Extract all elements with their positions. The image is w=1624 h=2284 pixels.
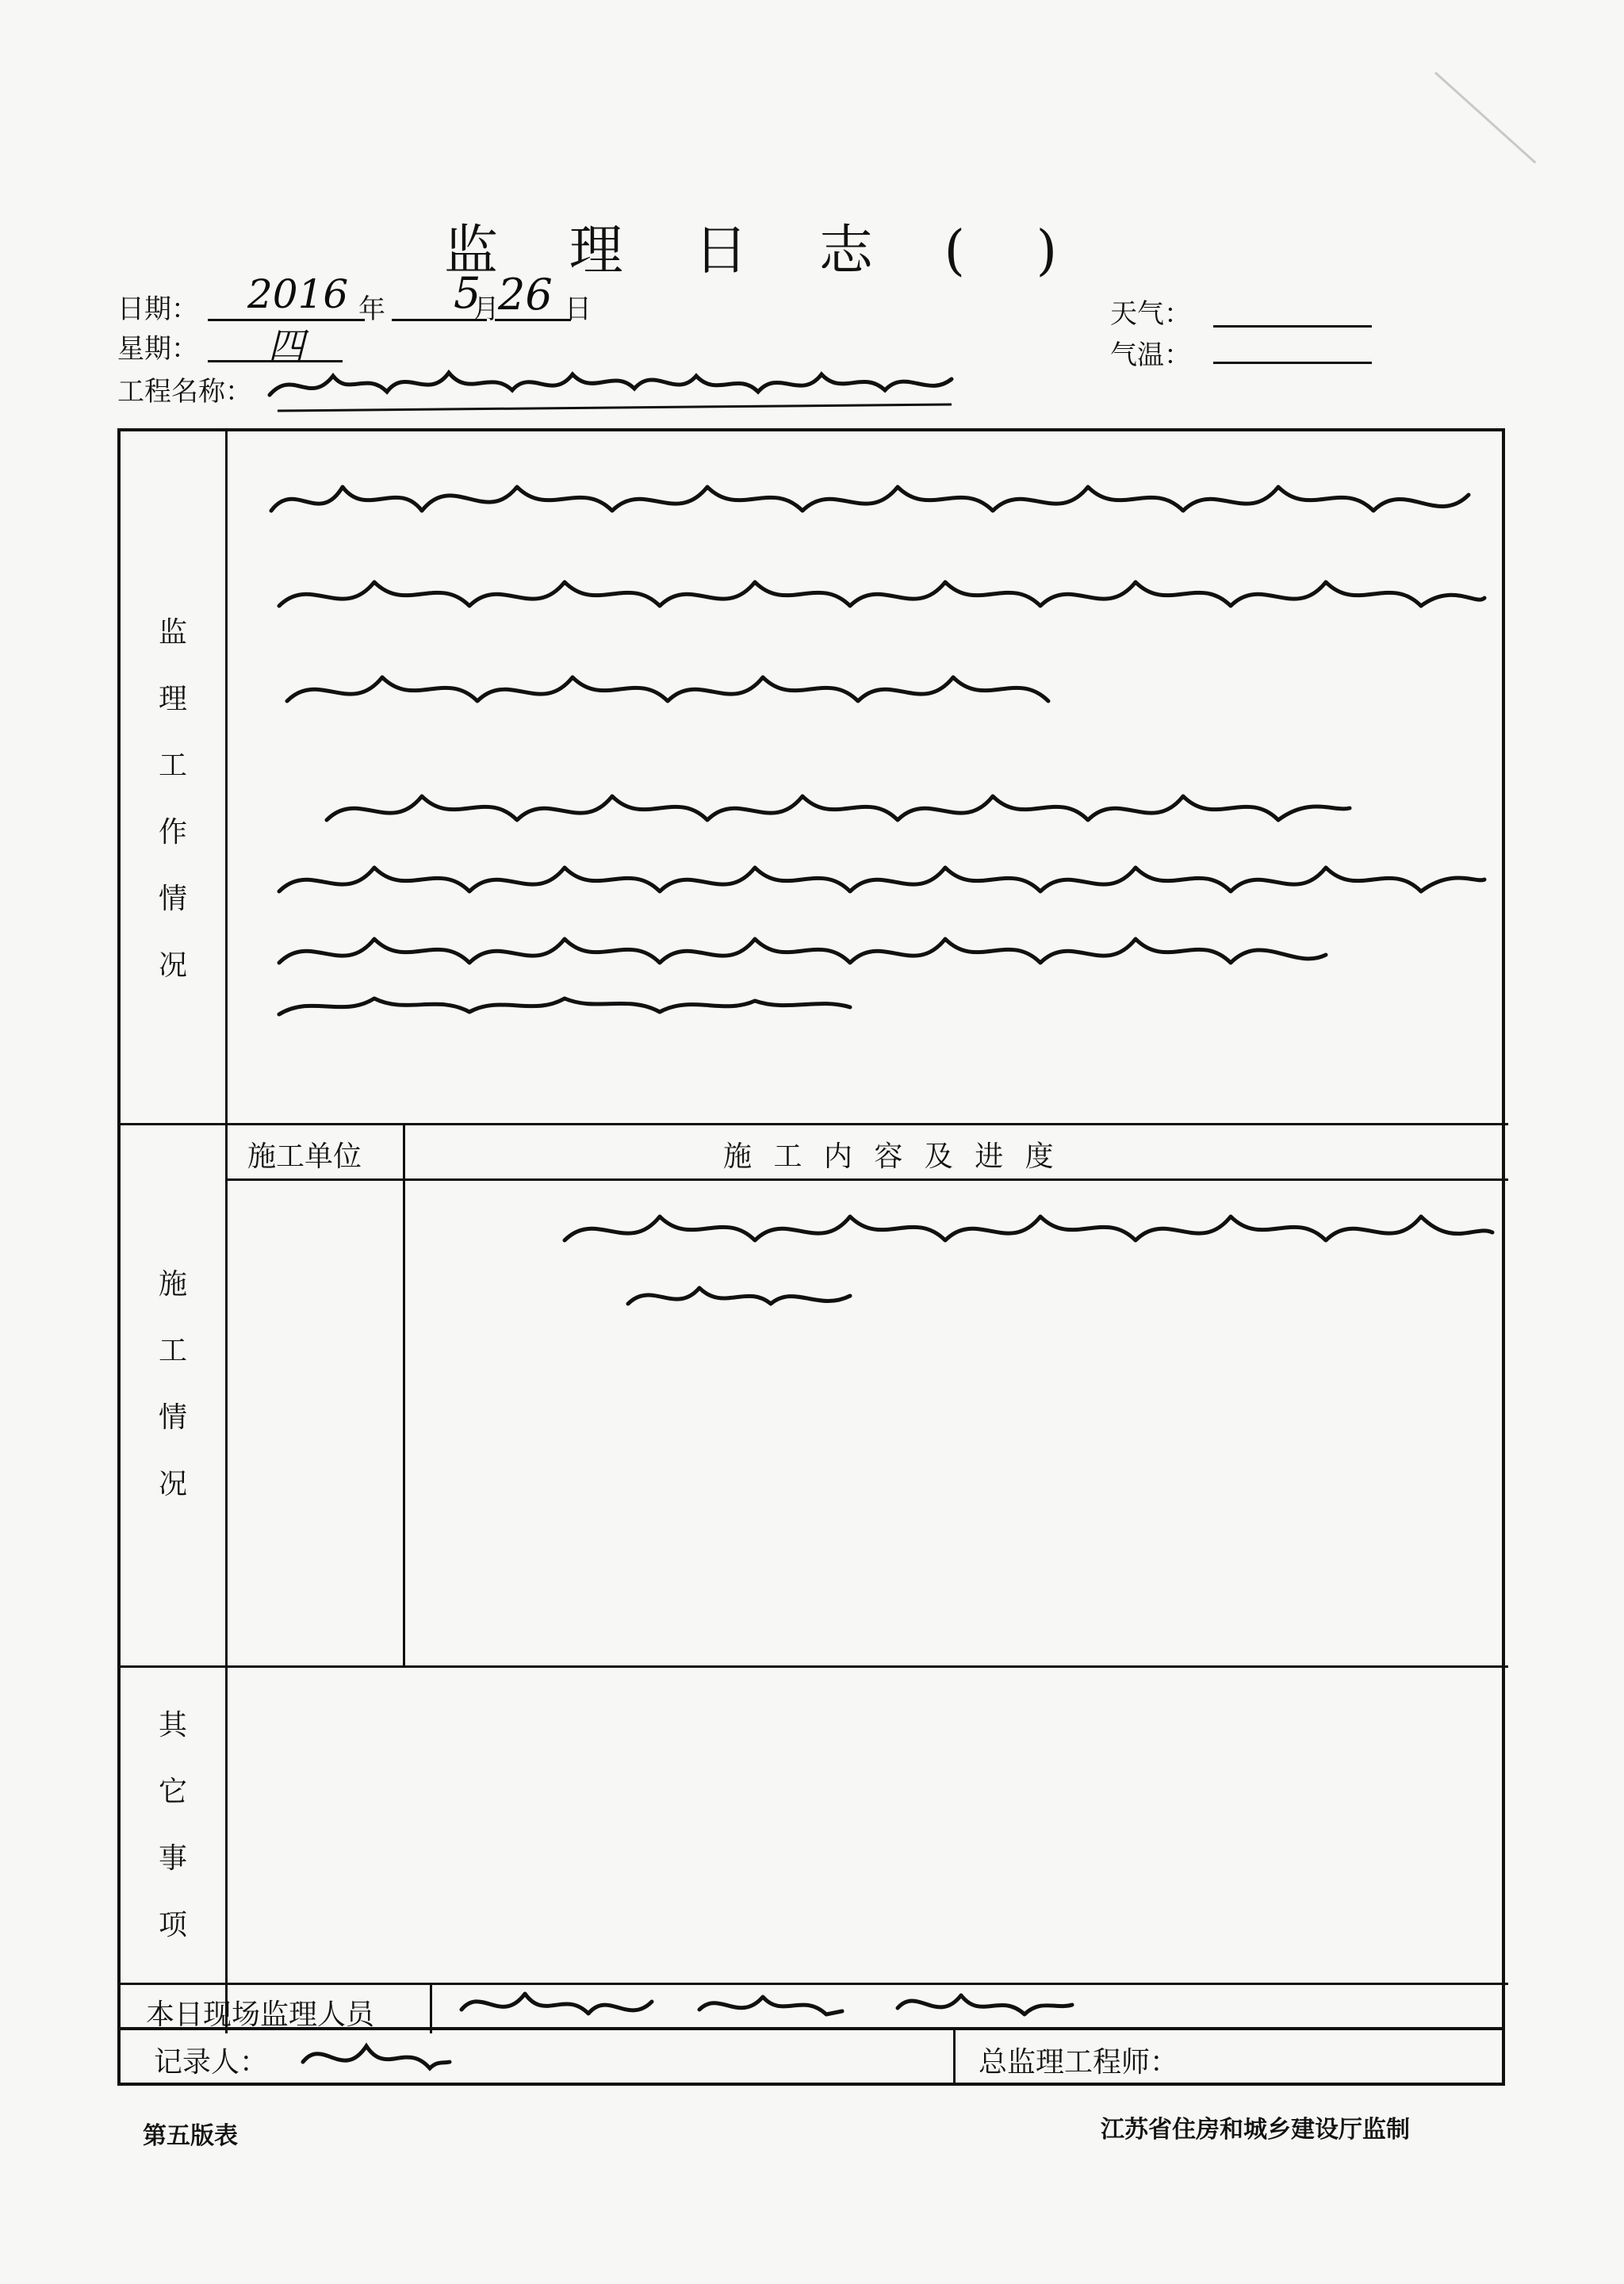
supervision-handwriting xyxy=(263,447,1492,1018)
construction-progress-handwriting xyxy=(438,1185,1500,1328)
weekday-value: 四 xyxy=(268,324,304,367)
construction-bottom-rule xyxy=(121,1665,1508,1668)
issuer-note: 江苏省住房和城乡建设厅监制 xyxy=(1101,2116,1410,2144)
staff-handwriting xyxy=(454,1970,1104,2033)
recorder-row xyxy=(117,2030,1505,2086)
chief-engineer-label: 总监理工程师： xyxy=(979,2046,1179,2079)
label-column-divider xyxy=(225,431,228,2033)
temperature-line xyxy=(1213,362,1372,364)
staff-label: 本日现场监理人员 xyxy=(146,1998,375,2031)
construction-header-rule xyxy=(225,1178,1508,1181)
supervision-bottom-rule xyxy=(121,1123,1508,1125)
recorder-divider xyxy=(953,2030,956,2083)
construction-section-label: 施 工 情 况 xyxy=(158,1268,187,1500)
recorder-handwriting xyxy=(295,2022,454,2094)
project-name-handwriting xyxy=(262,349,967,420)
page-title: 监 理 日 志 ( ) xyxy=(444,220,1085,282)
weekday-label: 星期： xyxy=(117,333,198,365)
temperature-label: 气温： xyxy=(1110,339,1191,371)
log-table xyxy=(117,428,1505,2030)
date-month-value: 5 xyxy=(454,268,481,318)
scan-edge-mark xyxy=(1434,71,1536,163)
date-year-value: 2016 xyxy=(247,271,349,317)
weather-label: 天气： xyxy=(1110,298,1191,330)
weather-line xyxy=(1213,325,1372,328)
date-day-value: 26 xyxy=(498,270,553,320)
date-day-suffix: 日 xyxy=(565,293,592,325)
unit-column-divider xyxy=(403,1123,405,1665)
supervision-section-label: 监 理 工 作 情 况 xyxy=(158,616,187,982)
date-month-suffix: 月 xyxy=(473,293,500,325)
construction-unit-header: 施工单位 xyxy=(247,1140,362,1173)
construction-progress-header: 施 工 内 容 及 进 度 xyxy=(723,1140,1060,1173)
form-version: 第五版表 xyxy=(143,2122,238,2150)
other-section-label: 其 它 事 项 xyxy=(158,1709,187,1941)
project-label: 工程名称： xyxy=(117,376,252,408)
date-label: 日期： xyxy=(117,293,198,325)
date-year-suffix: 年 xyxy=(358,293,385,325)
recorder-label: 记录人： xyxy=(154,2046,269,2079)
